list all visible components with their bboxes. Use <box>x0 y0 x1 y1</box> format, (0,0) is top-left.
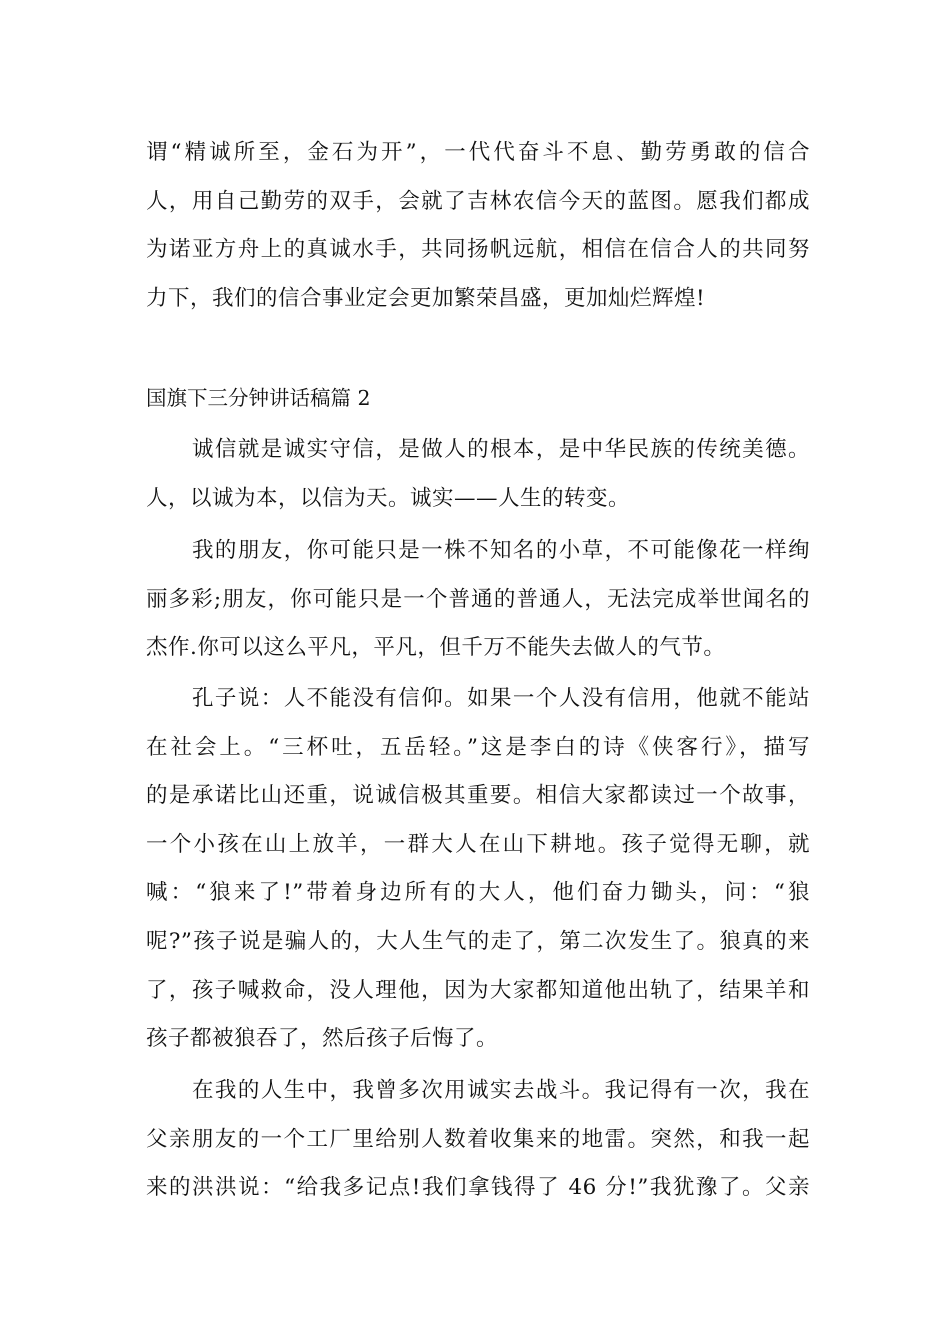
text-line: 诚信就是诚实守信，是做人的根本，是中华民族的传统美德。 <box>192 437 810 462</box>
text-line: 来的洪洪说：“给我多记点!我们拿钱得了 46 分!”我犹豫了。父亲 <box>146 1175 810 1201</box>
text-line: 我的朋友，你可能只是一株不知名的小草，不可能像花一样绚 <box>192 538 810 563</box>
text-line: 人，以诚为本，以信为天。诚实——人生的转变。 <box>146 485 631 511</box>
text-line: 了，孩子喊救命，没人理他，因为大家都知道他出轨了，结果羊和 <box>146 977 810 1003</box>
text-line: 的是承诺比山还重，说诚信极其重要。相信大家都读过一个故事， <box>146 783 810 809</box>
text-line: 父亲朋友的一个工厂里给别人数着收集来的地雷。突然，和我一起 <box>146 1126 810 1152</box>
text-line: 一个小孩在山上放羊，一群大人在山下耕地。孩子觉得无聊，就 <box>146 831 810 857</box>
text-line: 喊：“狼来了!”带着身边所有的大人，他们奋力锄头，问：“狼 <box>146 880 810 906</box>
text-line: 孔子说：人不能没有信仰。如果一个人没有信用，他就不能站 <box>192 686 810 711</box>
text-line: 在社会上。“三杯吐，五岳轻。”这是李白的诗《侠客行》，描写 <box>146 734 810 760</box>
intro-paragraph <box>146 129 810 323</box>
text-line: 力下，我们的信合事业定会更加繁荣昌盛，更加灿烂辉煌! <box>146 285 706 311</box>
text-line: 孩子都被狼吞了，然后孩子后悔了。 <box>146 1026 499 1052</box>
text-line: 为诺亚方舟上的真诚水手，共同扬帆远航，相信在信合人的共同努 <box>146 237 810 263</box>
text-line: 丽多彩;朋友，你可能只是一个普通的普通人，无法完成举世闻名的 <box>146 586 810 612</box>
text-line: 人，用自己勤劳的双手，会就了吉林农信今天的蓝图。愿我们都成 <box>146 188 810 214</box>
body-paragraph <box>146 426 810 523</box>
body-paragraph <box>146 1067 810 1213</box>
body-paragraph <box>146 527 810 673</box>
body-paragraph <box>146 675 810 1064</box>
text-line: 杰作.你可以这么平凡，平凡，但千万不能失去做人的气节。 <box>146 635 726 661</box>
text-line: 呢?”孩子说是骗人的，大人生气的走了，第二次发生了。狼真的来 <box>146 928 810 954</box>
text-line: 谓“精诚所至，金石为开”，一代代奋斗不息、勤劳勇敢的信合 <box>146 140 810 165</box>
text-line: 在我的人生中，我曾多次用诚实去战斗。我记得有一次，我在 <box>192 1078 810 1103</box>
section-title: 国旗下三分钟讲话稿篇 2 <box>146 386 371 410</box>
